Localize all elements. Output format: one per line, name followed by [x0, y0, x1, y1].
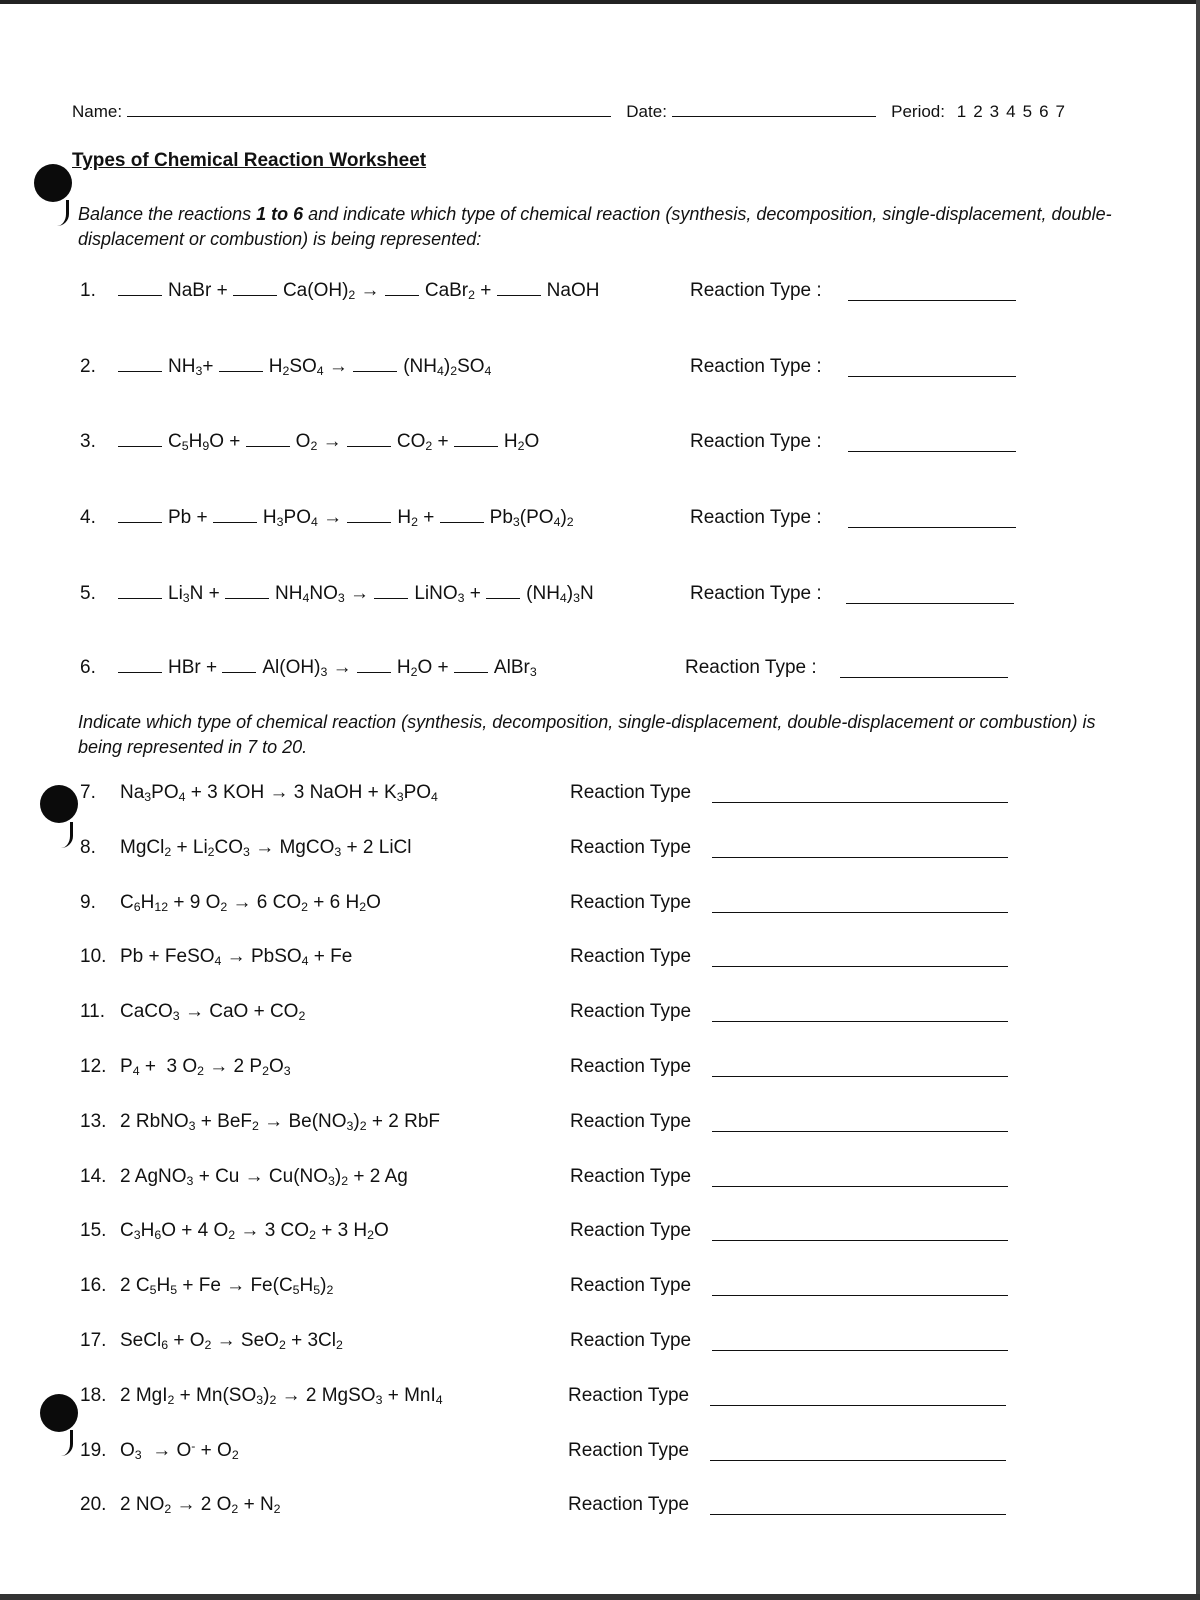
- reaction-type-answer-field[interactable]: [848, 451, 1016, 452]
- question-number: 15.: [80, 1220, 107, 1241]
- reaction-type-answer-field[interactable]: [848, 527, 1016, 528]
- question-number: 18.: [80, 1385, 107, 1406]
- reaction-type-label: Reaction Type: [570, 1275, 692, 1296]
- coefficient-blank[interactable]: [347, 431, 391, 447]
- coefficient-blank[interactable]: [118, 583, 162, 599]
- question-number: 9.: [80, 892, 96, 913]
- chemical-equation: $Na_3PO_4 + 3$ KOH → 3 NaOH + $K_3PO_4$: [120, 782, 438, 805]
- chemical-equation: $P_4 + 3$ $O_2 \to 2$ $P_2O_3$: [120, 1056, 291, 1079]
- reaction-type-label: Reaction Type :: [685, 657, 817, 678]
- reaction-type-answer-field[interactable]: [840, 677, 1008, 678]
- coefficient-blank[interactable]: [246, 431, 290, 447]
- coefficient-blank[interactable]: [357, 657, 391, 673]
- binder-hole-tail-icon: [56, 822, 73, 848]
- period-option[interactable]: 7: [1055, 102, 1066, 121]
- coefficient-blank[interactable]: [486, 583, 520, 599]
- chemical-equation: $C_3H_6O + 4$ $O_2 \to 3$ $CO_2 + 3$ $H_2O$: [120, 1220, 389, 1243]
- question-number: 14.: [80, 1166, 107, 1187]
- chemical-equation: $Li_3N + NH_4NO_3$ → LiNO$_3$ + $(NH_4)_3N$: [118, 583, 594, 605]
- chemical-equation: HBr + $Al(OH)_3 \to H_2O$ + AlBr$_3$: [118, 657, 537, 679]
- question-number: 2.: [80, 356, 96, 377]
- instructions-part-1: [78, 202, 1118, 252]
- coefficient-blank[interactable]: [118, 356, 162, 372]
- coefficient-blank[interactable]: [213, 507, 257, 523]
- chemical-equation: $C_6H_{12} + 9$ $O_2 \to 6$ $CO_2 + 6$ $H_2O$: [120, 892, 381, 915]
- period-option[interactable]: 3: [989, 102, 1000, 121]
- reaction-type-label: Reaction Type: [570, 946, 692, 967]
- scan-border-right: [1196, 0, 1200, 1600]
- reaction-type-label: Reaction Type: [570, 892, 692, 913]
- coefficient-blank[interactable]: [118, 431, 162, 447]
- coefficient-blank[interactable]: [454, 431, 498, 447]
- question-number: 1.: [80, 280, 96, 301]
- question-number: 11.: [80, 1001, 106, 1022]
- chemical-equation: $C_5H_9O + O_2 \to CO_2 + H_2O$: [118, 431, 539, 453]
- period-option[interactable]: 1: [956, 102, 967, 121]
- reaction-type-label: Reaction Type :: [690, 583, 822, 604]
- binder-hole-icon: [34, 164, 72, 202]
- reaction-type-answer-field[interactable]: [710, 1514, 1006, 1515]
- date-field[interactable]: [672, 100, 876, 117]
- reaction-type-answer-field[interactable]: [710, 1460, 1006, 1461]
- reaction-type-answer-field[interactable]: [712, 857, 1008, 858]
- reaction-type-label: Reaction Type: [570, 1001, 692, 1022]
- reaction-type-label: Reaction Type: [570, 837, 692, 858]
- reaction-type-label: Reaction Type: [568, 1494, 690, 1515]
- question-number: 8.: [80, 837, 96, 858]
- chemical-equation: $NH_3+ H_2SO_4 \to (NH_4)_2SO_4$: [118, 356, 491, 378]
- chemical-equation: NaBr + $Ca(OH)_2$ → CaBr$_2$ + NaOH: [118, 280, 599, 302]
- question-number: 17.: [80, 1330, 107, 1351]
- reaction-type-label: Reaction Type: [570, 1111, 692, 1132]
- reaction-type-answer-field[interactable]: [712, 966, 1008, 967]
- question-number: 12.: [80, 1056, 107, 1077]
- reaction-type-label: Reaction Type: [570, 1330, 692, 1351]
- binder-hole-icon: [40, 1394, 78, 1432]
- chemical-equation: $Pb + H_3PO_4 \to H_2 + Pb_3(PO_4)_2$: [118, 507, 574, 529]
- reaction-type-label: Reaction Type :: [690, 280, 822, 301]
- question-number: 3.: [80, 431, 96, 452]
- name-field[interactable]: [127, 100, 611, 117]
- binder-hole-icon: [40, 785, 78, 823]
- chemical-equation: 2 $MgI_2 + Mn(SO_3)_2 \to 2$ MgSO$_3$ + MnI$_4$: [120, 1385, 443, 1408]
- period-option[interactable]: 2: [973, 102, 983, 121]
- question-number: 6.: [80, 657, 96, 678]
- question-number: 5.: [80, 583, 96, 604]
- reaction-type-label: Reaction Type :: [690, 431, 822, 452]
- coefficient-blank[interactable]: [347, 507, 391, 523]
- coefficient-blank[interactable]: [225, 583, 269, 599]
- instructions-before: Balance the reactions: [78, 204, 257, 224]
- reaction-type-answer-field[interactable]: [712, 802, 1008, 803]
- instructions-range: 1 to 6: [256, 204, 304, 224]
- chemical-equation: $O_3 \to O^- + O_2$: [120, 1438, 239, 1463]
- reaction-type-answer-field[interactable]: [710, 1405, 1006, 1406]
- coefficient-blank[interactable]: [219, 356, 263, 372]
- reaction-type-answer-field[interactable]: [712, 1295, 1008, 1296]
- question-number: 13.: [80, 1111, 107, 1132]
- question-number: 16.: [80, 1275, 107, 1296]
- coefficient-blank[interactable]: [497, 280, 541, 296]
- reaction-type-label: Reaction Type: [570, 1166, 692, 1187]
- name-label: Name:: [72, 102, 123, 121]
- reaction-type-label: Reaction Type :: [690, 507, 822, 528]
- period-label: Period:: [891, 102, 945, 121]
- scan-border-top: [0, 0, 1200, 4]
- chemical-equation: SeCl$_6$ + $O_2 \to SeO_2 + 3Cl_2$: [120, 1330, 343, 1353]
- reaction-type-answer-field[interactable]: [848, 300, 1016, 301]
- coefficient-blank[interactable]: [385, 280, 419, 296]
- reaction-type-label: Reaction Type: [568, 1440, 690, 1461]
- reaction-type-answer-field[interactable]: [712, 1131, 1008, 1132]
- question-number: 4.: [80, 507, 96, 528]
- coefficient-blank[interactable]: [374, 583, 408, 599]
- period-options: [950, 102, 1065, 121]
- chemical-equation: MgCl$_2$ + $Li_2CO_3$ → MgCO$_3$ + 2 LiCl: [120, 837, 412, 860]
- chemical-equation: 2 $C_5H_5 + Fe \to Fe(C_5H_5)_2$: [120, 1275, 334, 1298]
- question-number: 19.: [80, 1440, 107, 1461]
- coefficient-blank[interactable]: [353, 356, 397, 372]
- reaction-type-answer-field[interactable]: [848, 376, 1016, 377]
- question-number: 7.: [80, 782, 96, 803]
- reaction-type-label: Reaction Type: [570, 782, 692, 803]
- date-label: Date:: [626, 102, 667, 121]
- question-number: 20.: [80, 1494, 107, 1515]
- chemical-equation: 2 RbNO$_3$ + $BeF_2 \to Be(NO_3)_2 + 2$ RbF: [120, 1111, 440, 1134]
- chemical-equation: CaCO$_3$ → CaO + $CO_2$: [120, 1001, 306, 1024]
- reaction-type-answer-field[interactable]: [712, 1350, 1008, 1351]
- reaction-type-answer-field[interactable]: [712, 1021, 1008, 1022]
- coefficient-blank[interactable]: [118, 280, 162, 296]
- period-option[interactable]: 6: [1039, 102, 1049, 121]
- reaction-type-answer-field[interactable]: [712, 1186, 1008, 1187]
- binder-hole-tail-icon: [56, 1430, 73, 1456]
- coefficient-blank[interactable]: [454, 657, 488, 673]
- question-number: 10.: [80, 946, 107, 967]
- coefficient-blank[interactable]: [222, 657, 256, 673]
- reaction-type-answer-field[interactable]: [712, 912, 1008, 913]
- chemical-equation: Pb + FeSO$_4$ → PbSO$_4$ + Fe: [120, 946, 353, 969]
- reaction-type-answer-field[interactable]: [846, 603, 1014, 604]
- chemical-equation: 2 AgNO$_3$ + $Cu \to Cu(NO_3)_2 + 2$ Ag: [120, 1166, 408, 1189]
- worksheet-header: [72, 100, 1065, 122]
- coefficient-blank[interactable]: [233, 280, 277, 296]
- reaction-type-answer-field[interactable]: [712, 1240, 1008, 1241]
- coefficient-blank[interactable]: [118, 657, 162, 673]
- period-option[interactable]: 5: [1022, 102, 1033, 121]
- period-option[interactable]: 4: [1006, 102, 1016, 121]
- instructions-part-2: Indicate which type of chemical reaction (synthesis, decomposition, single-displacement, double-displacement or combustion) is being represented in 7 to 20.: [78, 712, 1096, 757]
- reaction-type-label: Reaction Type: [570, 1220, 692, 1241]
- reaction-type-answer-field[interactable]: [712, 1076, 1008, 1077]
- coefficient-blank[interactable]: [118, 507, 162, 523]
- reaction-type-label: Reaction Type :: [690, 356, 822, 377]
- scan-border-bottom: [0, 1594, 1200, 1600]
- instructions-after: and indicate which type of chemical reaction (synthesis, decomposition, single-displacement, double-displacement or combustion) is being represented:: [78, 204, 1112, 249]
- page-title: Types of Chemical Reaction Worksheet: [72, 150, 427, 171]
- coefficient-blank[interactable]: [440, 507, 484, 523]
- chemical-equation: 2 $NO_2 \to 2$ $O_2 + N_2$: [120, 1494, 281, 1517]
- reaction-type-label: Reaction Type: [568, 1385, 690, 1406]
- reaction-type-label: Reaction Type: [570, 1056, 692, 1077]
- binder-hole-tail-icon: [52, 200, 69, 226]
